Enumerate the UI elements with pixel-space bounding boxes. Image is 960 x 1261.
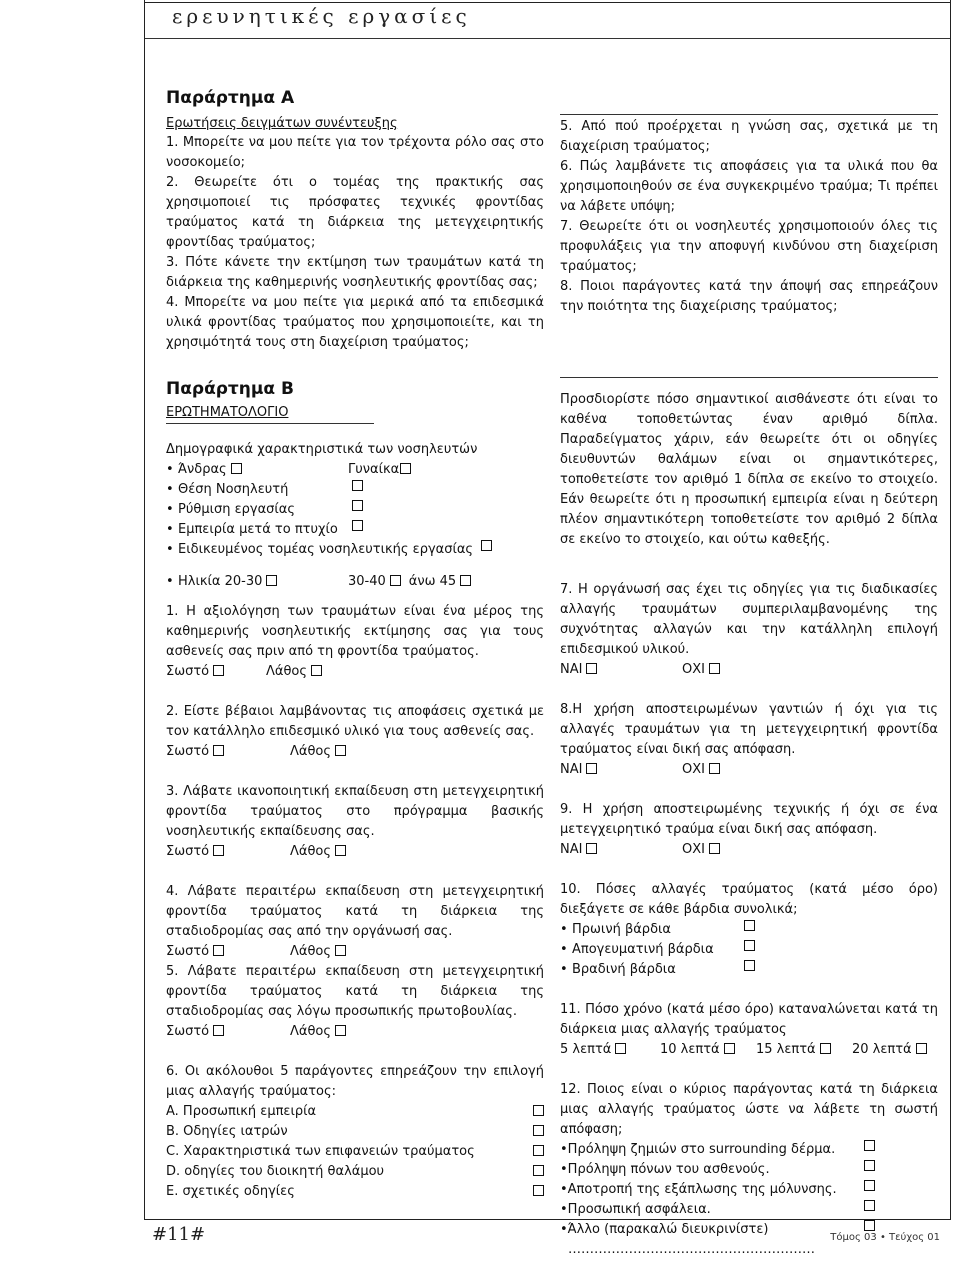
left-column — [166, 86, 544, 1202]
no-label: ΟΧΙ — [682, 842, 705, 857]
page-number: #11# — [152, 1224, 206, 1245]
statement-1: 1. Η αξιολόγηση των τραυμάτων είναι ένα μέρος της καθημερινής νοσηλευτικής εκτίμησης σας για τους ασθενείς σας πριν από τη φροντίδα τραύματος. — [166, 604, 544, 659]
afternoon-shift-checkbox[interactable] — [744, 940, 755, 951]
false-checkbox[interactable] — [335, 1025, 346, 1036]
yes-checkbox[interactable] — [586, 843, 597, 854]
true-label: Σωστό — [166, 744, 210, 759]
age-row — [166, 572, 544, 592]
issue-info: Τόμος 03 • Τεύχος 01 — [830, 1232, 940, 1243]
no-checkbox[interactable] — [709, 763, 720, 774]
shift-checkbox[interactable] — [352, 500, 363, 511]
duration-15-label: 15 λεπτά — [756, 1042, 816, 1057]
afternoon-shift-label: • Απογευματινή βάρδια — [560, 940, 740, 960]
statement-2: 2. Είστε βέβαιοι λαμβάνοντας τις αποφάσεις σχετικά με τον κατάλληλο επιδεσμικό υλικό για τους ασθενείς σας. — [166, 704, 544, 739]
duration-row — [560, 1040, 938, 1060]
night-shift-label: • Βραδινή βάρδια — [560, 960, 740, 980]
false-label: Λάθος — [290, 1024, 331, 1039]
right-mid-rule — [560, 377, 938, 378]
gender-row — [166, 460, 544, 480]
specialty-label: • Ειδικευμένος τομέας νοσηλευτικής εργασίας — [166, 540, 473, 560]
male-label: Άνδρας — [178, 462, 227, 477]
statement-5-answer — [166, 1022, 544, 1042]
factor-e-checkbox[interactable] — [533, 1185, 544, 1196]
interview-question-6: 6. Πώς λαμβάνετε τις αποφάσεις για τα υλικά που θα χρησιμοποιηθούν σε ένα συγκεκριμένο τραύμα; Τι πρέπει να λάβετε υπόψη; — [560, 159, 938, 214]
false-label: Λάθος — [290, 844, 331, 859]
duration-10-checkbox[interactable] — [724, 1043, 735, 1054]
statement-8: 8.Η χρήση αποστειρωμένων γαντιών ή όχι για τις αλλαγές τραυμάτων για τη μετεγχειρητική φροντίδα τραύματος είναι δική σας απόφαση. — [560, 702, 938, 757]
factor-c-label: C. Χαρακτηριστικά των επιφανειών τραύματος — [166, 1144, 475, 1159]
interview-question-4: 4. Μπορείτε να μου πείτε για μερικά από τα επιδεσμικά υλικά φροντίδας τραύματος που χρησιμοποιείτε, και τη χρησιμότητά τους στη διαχείριση τραύματος; — [166, 295, 544, 350]
factor-other-checkbox[interactable] — [864, 1220, 875, 1231]
factor-other-label: •Άλλο (παρακαλώ διευκρινίστε) — [560, 1222, 769, 1237]
duration-5-label: 5 λεπτά — [560, 1042, 612, 1057]
factor-d-label: D. οδηγίες του διοικητή θαλάμου — [166, 1164, 385, 1179]
false-checkbox[interactable] — [311, 665, 322, 676]
factor-c-row — [166, 1142, 544, 1162]
statement-4-answer — [166, 942, 544, 962]
running-header: ερευνητικές εργασίες — [172, 4, 471, 28]
factor-a-row — [166, 1102, 544, 1122]
duration-20-checkbox[interactable] — [916, 1043, 927, 1054]
factor-skin-label: •Πρόληψη ζημιών στο surrounding δέρμα. — [560, 1142, 836, 1157]
statement-8-answer — [560, 760, 938, 780]
morning-shift-row — [560, 920, 938, 940]
shift-row — [166, 500, 544, 520]
statement-9-answer — [560, 840, 938, 860]
age-20-30-label: Ηλικία 20-30 — [178, 574, 263, 589]
ranking-instructions: Προσδιορίστε πόσο σημαντικοί αισθάνεστε ότι είναι το καθένα τοποθετώντας έναν αριθμό δίπλα. Παραδείγματος χάριν, εάν θεωρείτε ότι οι οδηγίες διευθυντών θαλάμων είναι οι σημαντικότερες, τοποθετείστε τον αριθμό 1 δίπλα σε εκείνο το στοιχείο. Εάν θεωρείτε ότι η προσωπική εμπειρία είναι η δεύτερη πλέον σημαντικότερη τοποθετείστε τον αριθμό 2 δίπλα σε εκείνο το στοιχείο, και ούτω καθεξής. — [560, 392, 938, 547]
true-checkbox[interactable] — [213, 745, 224, 756]
statement-12: 12. Ποιος είναι ο κύριος παράγοντας κατά τη διάρκεια μιας αλλαγής τραύματος ώστε να λάβετε τη σωστή απόφαση; — [560, 1082, 938, 1137]
statement-2-answer — [166, 742, 544, 762]
position-row — [166, 480, 544, 500]
interview-question-8: 8. Ποιοι παράγοντες κατά την άποψή σας επηρεάζουν την ποιότητα της διαχείρισης τραύματος; — [560, 279, 938, 314]
appendix-b-rule — [166, 423, 374, 424]
statement-9: 9. Η χρήση αποστειρωμένης τεχνικής ή όχι σε ένα μετεγχειρητικό τραύμα είναι δική σας απόφαση. — [560, 802, 938, 837]
factor-safety-checkbox[interactable] — [864, 1200, 875, 1211]
factor-infection-checkbox[interactable] — [864, 1180, 875, 1191]
true-checkbox[interactable] — [213, 1025, 224, 1036]
factor-infection-label: •Αποτροπή της εξάπλωσης της μόλυνσης. — [560, 1182, 837, 1197]
true-label: Σωστό — [166, 944, 210, 959]
frame-right-rule — [950, 0, 951, 1219]
true-checkbox[interactable] — [213, 845, 224, 856]
afternoon-shift-row — [560, 940, 938, 960]
header-rule — [145, 38, 950, 39]
experience-checkbox[interactable] — [352, 520, 363, 531]
age-30-40-checkbox[interactable] — [390, 575, 401, 586]
age-45-checkbox[interactable] — [460, 575, 471, 586]
duration-10-label: 10 λεπτά — [660, 1042, 720, 1057]
factor-e-label: E. σχετικές οδηγίες — [166, 1184, 295, 1199]
age-30-40-label: 30-40 — [348, 574, 386, 589]
false-checkbox[interactable] — [335, 845, 346, 856]
right-column — [560, 114, 938, 1260]
false-label: Λάθος — [266, 664, 307, 679]
factor-safety-row — [560, 1200, 938, 1220]
factor-c-checkbox[interactable] — [533, 1145, 544, 1156]
no-checkbox[interactable] — [709, 843, 720, 854]
factor-d-checkbox[interactable] — [533, 1165, 544, 1176]
age-45-label: άνω 45 — [408, 574, 457, 589]
interview-question-3: 3. Πότε κάνετε την εκτίμηση των τραυμάτων κατά τη διάρκεια της καθημερινής νοσηλευτικής φροντίδας σας; — [166, 255, 544, 290]
morning-shift-label: • Πρωινή βάρδια — [560, 920, 740, 940]
appendix-b-title: Παράρτημα Β — [166, 379, 294, 399]
factor-pain-label: •Πρόληψη πόνων του ασθενούς. — [560, 1162, 770, 1177]
yes-label: ΝΑΙ — [560, 662, 583, 677]
morning-shift-checkbox[interactable] — [744, 920, 755, 931]
night-shift-row — [560, 960, 938, 980]
true-label: Σωστό — [166, 664, 210, 679]
true-checkbox[interactable] — [213, 945, 224, 956]
factor-infection-row — [560, 1180, 938, 1200]
male-checkbox[interactable] — [231, 463, 242, 474]
right-top-rule — [560, 114, 938, 115]
age-20-30-checkbox[interactable] — [266, 575, 277, 586]
factor-b-label: B. Οδηγίες ιατρών — [166, 1124, 288, 1139]
yes-checkbox[interactable] — [586, 763, 597, 774]
interview-question-7: 7. Θεωρείτε ότι οι νοσηλευτές χρησιμοποιούν όλες τις προφυλάξεις για την αποφυγή κινδύνου στη διαχείριση τραύματος; — [560, 219, 938, 274]
factor-skin-checkbox[interactable] — [864, 1140, 875, 1151]
position-checkbox[interactable] — [352, 480, 363, 491]
appendix-a-title: Παράρτημα Α — [166, 88, 295, 108]
yes-label: ΝΑΙ — [560, 762, 583, 777]
frame-top-rule — [144, 2, 951, 3]
factor-safety-label: •Προσωπική ασφάλεια. — [560, 1202, 711, 1217]
factor-a-label: A. Προσωπική εμπειρία — [166, 1104, 317, 1119]
yes-checkbox[interactable] — [586, 663, 597, 674]
no-label: ΟΧΙ — [682, 762, 705, 777]
appendix-b-subtitle: ΕΡΩΤΗΜΑΤΟΛΟΓΙΟ — [166, 405, 289, 420]
statement-4: 4. Λάβατε περαιτέρω εκπαίδευση στη μετεγχειρητική φροντίδα τραύματος κατά τη διάρκεια της σταδιοδρομίας σας από την οργάνωσή σας. — [166, 884, 544, 939]
yes-label: ΝΑΙ — [560, 842, 583, 857]
interview-question-1: 1. Μπορείτε να μου πείτε για τον τρέχοντα ρόλο σας στο νοσοκομείο; — [166, 135, 544, 170]
factor-b-checkbox[interactable] — [533, 1125, 544, 1136]
interview-question-2: 2. Θεωρείτε ότι ο τομέας της πρακτικής σας χρησιμοποιεί τις πρόσφατες τεχνικές φροντίδας τραύματος κατά τη διάρκεια της μετεγχειρητικής φροντίδας τραύματος; — [166, 175, 544, 250]
no-checkbox[interactable] — [709, 663, 720, 674]
factor-b-row — [166, 1122, 544, 1142]
false-label: Λάθος — [290, 944, 331, 959]
factor-pain-checkbox[interactable] — [864, 1160, 875, 1171]
frame-left-rule — [144, 0, 145, 1219]
factor-d-row — [166, 1162, 544, 1182]
statement-7: 7. Η οργάνωσή σας έχει τις οδηγίες για τις διαδικασίες αλλαγής τραυμάτων συμπεριλαμβανομένης της συχνότητας αλλαγών και την κατάλληλη επιλογή επιδεσμικού υλικού. — [560, 582, 938, 657]
true-label: Σωστό — [166, 844, 210, 859]
night-shift-checkbox[interactable] — [744, 960, 755, 971]
factor-e-row — [166, 1182, 544, 1202]
false-checkbox[interactable] — [335, 945, 346, 956]
experience-row — [166, 520, 544, 540]
factor-a-checkbox[interactable] — [533, 1105, 544, 1116]
female-checkbox[interactable] — [400, 463, 411, 474]
female-label: Γυναίκα — [348, 462, 400, 477]
statement-6: 6. Οι ακόλουθοι 5 παράγοντες επηρεάζουν την επιλογή μιας αλλαγής τραύματος: — [166, 1064, 544, 1099]
statement-5: 5. Λάβατε περαιτέρω εκπαίδευση στη μετεγχειρητική φροντίδα τραύματος κατά τη διάρκεια της σταδιοδρομίας σας λόγω προσωπικής πρωτοβουλίας. — [166, 964, 544, 1019]
true-checkbox[interactable] — [213, 665, 224, 676]
experience-label: • Εμπειρία μετά το πτυχίο — [166, 520, 348, 540]
statement-11: 11. Πόσο χρόνο (κατά μέσο όρο) καταναλώνεται κατά τη διάρκεια μιας αλλαγής τραύματος — [560, 1002, 938, 1037]
duration-5-checkbox[interactable] — [615, 1043, 626, 1054]
specialty-checkbox[interactable] — [481, 540, 492, 551]
factor-skin-row — [560, 1140, 938, 1160]
statement-1-answer — [166, 662, 544, 682]
false-checkbox[interactable] — [335, 745, 346, 756]
false-label: Λάθος — [290, 744, 331, 759]
shift-label: • Ρύθμιση εργασίας — [166, 500, 348, 520]
duration-20-label: 20 λεπτά — [852, 1042, 912, 1057]
true-label: Σωστό — [166, 1024, 210, 1039]
statement-3-answer — [166, 842, 544, 862]
statement-7-answer — [560, 660, 938, 680]
specialty-row — [166, 540, 544, 560]
statement-10: 10. Πόσες αλλαγές τραύματος (κατά μέσο όρο) διεξάγετε σε κάθε βάρδια συνολικά; — [560, 882, 938, 917]
position-label: • Θέση Νοσηλευτή — [166, 480, 348, 500]
demographics-title: Δημογραφικά χαρακτηριστικά των νοσηλευτών — [166, 442, 478, 457]
interview-question-5: 5. Από πού προέρχεται η γνώση σας, σχετικά με τη διαχείριση τραύματος; — [560, 119, 938, 154]
appendix-a-subtitle: Ερωτήσεις δειγμάτων συνέντευξης — [166, 116, 398, 131]
no-label: ΟΧΙ — [682, 662, 705, 677]
duration-15-checkbox[interactable] — [820, 1043, 831, 1054]
factor-pain-row — [560, 1160, 938, 1180]
specify-dotted-line[interactable]: ………………………………………………… — [568, 1242, 815, 1257]
statement-3: 3. Λάβατε ικανοποιητική εκπαίδευση στη μετεγχειρητική φροντίδα τραύματος στο πρόγραμμα βασικής νοσηλευτικής εκπαίδευσης σας. — [166, 784, 544, 839]
